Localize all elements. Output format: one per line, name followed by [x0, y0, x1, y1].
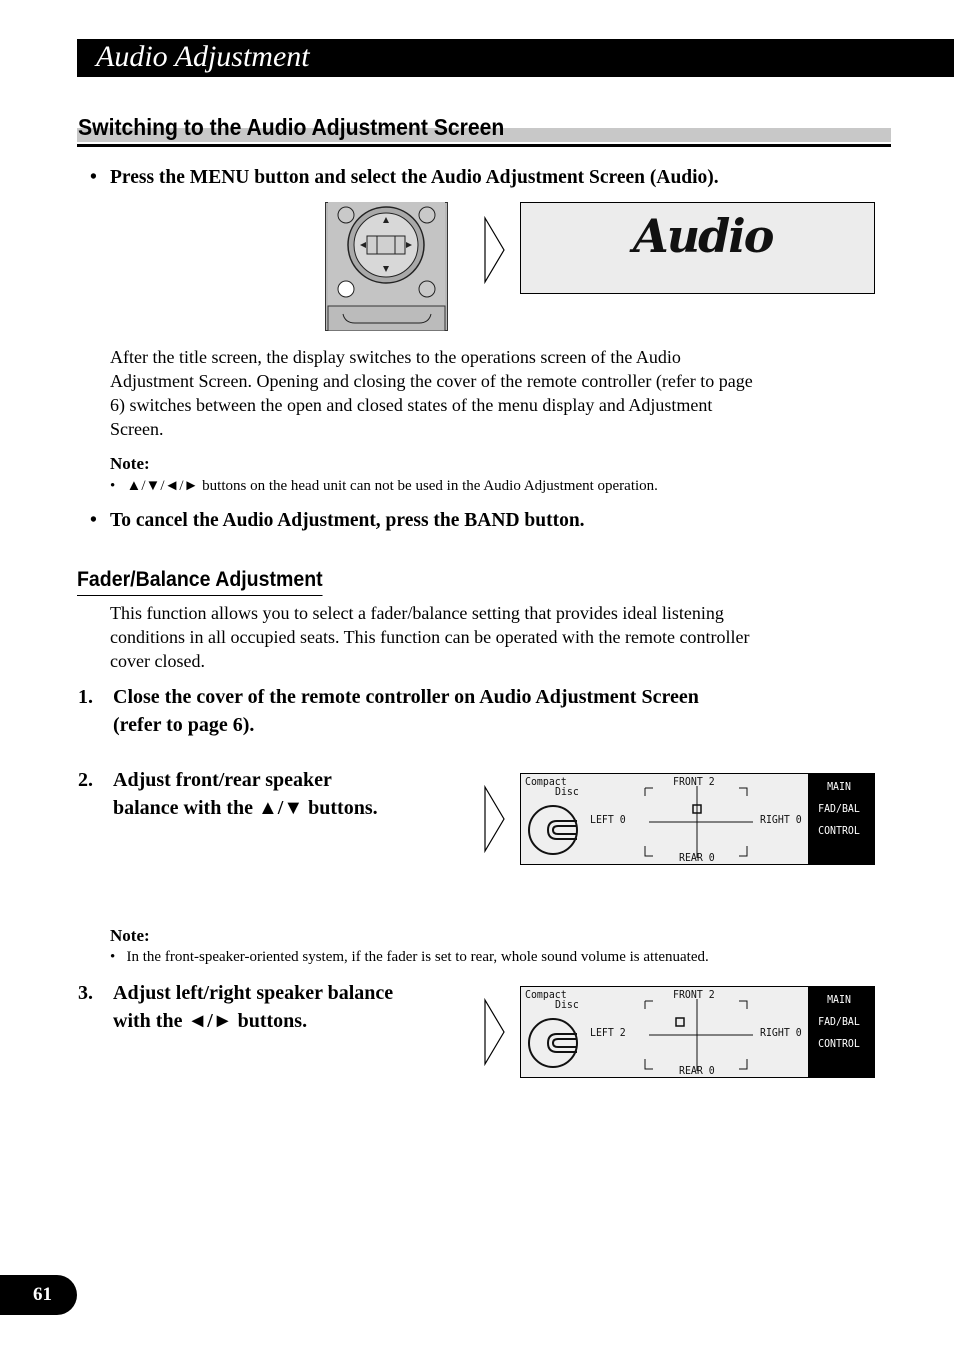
source-label: Compact [525, 988, 567, 1001]
bullet-dot: • [90, 167, 97, 188]
note-text [110, 476, 658, 496]
bullet-text: To cancel the Audio Adjustment, press the BAND button. [110, 510, 585, 531]
text-line: Adjustment Screen. Opening and closing the cover of the remote controller (refer to page [110, 371, 753, 391]
right-value: RIGHT 0 [760, 813, 802, 826]
intro-paragraph [110, 345, 870, 441]
rear-value: REAR 0 [679, 1064, 715, 1077]
source-label: Compact [525, 775, 567, 788]
bullet-text: Press the MENU button and select the Audio Adjustment Screen (Audio). [110, 167, 719, 188]
note-heading: Note: [110, 926, 150, 945]
menu-item-control: CONTROL [818, 1037, 860, 1050]
audio-title-display [520, 202, 875, 294]
step-1 [78, 683, 858, 739]
section-heading-switching [77, 112, 891, 147]
section-heading-text: Switching to the Audio Adjustment Screen [78, 114, 505, 140]
note-bullet: • [110, 478, 127, 494]
source-label-2: Disc [555, 998, 579, 1011]
remote-controller-image [325, 202, 449, 331]
fader-intro-paragraph [110, 601, 880, 673]
audio-display-text: Audio [633, 209, 773, 263]
text-line: Adjust left/right speaker balance [113, 982, 394, 1004]
text-line: 6) switches between the open and closed states of the menu display and Adjustment [110, 395, 713, 415]
right-value: RIGHT 0 [760, 1026, 802, 1039]
compact-disc-icon [527, 1017, 583, 1069]
arrow-right-icon [483, 785, 507, 853]
step-number: 3. [78, 982, 93, 1004]
lcd-menu-panel [808, 774, 874, 864]
source-label-2: Disc [555, 785, 579, 798]
fader-balance-display-1 [520, 773, 875, 865]
front-value: FRONT 2 [673, 988, 715, 1001]
arrow-right-icon [483, 216, 507, 284]
text-line: with the ◄/► buttons. [113, 1010, 308, 1032]
bullet-dot: • [90, 510, 97, 531]
text-line: cover closed. [110, 651, 205, 671]
step-text [113, 979, 393, 1035]
page-title: Audio Adjustment [96, 40, 310, 73]
step-number: 2. [78, 769, 93, 791]
bullet-cancel [90, 508, 870, 534]
page-number-tab [0, 1275, 77, 1315]
text-line: This function allows you to select a fader/balance setting that provides ideal listening [110, 603, 724, 623]
page-number: 61 [33, 1284, 52, 1305]
step-number: 1. [78, 686, 93, 708]
step-text [113, 683, 699, 739]
text-line: balance with the ▲/▼ buttons. [113, 797, 378, 819]
balance-grid [641, 782, 761, 862]
front-value: FRONT 2 [673, 775, 715, 788]
note-text [110, 947, 709, 967]
bullet-press-menu [90, 165, 870, 191]
left-value: LEFT 2 [590, 1026, 626, 1039]
step-3 [78, 979, 468, 1035]
compact-disc-icon [527, 804, 583, 856]
menu-item-fad-bal: FAD/BAL [818, 1015, 860, 1028]
remote-controller-icon [325, 202, 449, 331]
arrow-right-icon [483, 998, 507, 1066]
rear-value: REAR 0 [679, 851, 715, 864]
section-heading-fader-balance: Fader/Balance Adjustment [77, 566, 323, 596]
text-line: (refer to page 6). [113, 714, 255, 736]
note-heading: Note: [110, 454, 150, 473]
menu-item-control: CONTROL [818, 824, 860, 837]
step-text [113, 766, 378, 822]
menu-item-main: MAIN [827, 780, 851, 793]
menu-item-fad-bal: FAD/BAL [818, 802, 860, 815]
fader-balance-display-2 [520, 986, 875, 1078]
header-bar [77, 39, 954, 77]
text-line: After the title screen, the display switches to the operations screen of the Audio [110, 347, 681, 367]
left-value: LEFT 0 [590, 813, 626, 826]
menu-item-main: MAIN [827, 993, 851, 1006]
text-line: Screen. [110, 419, 164, 439]
lcd-menu-panel [808, 987, 874, 1077]
text-line: Adjust front/rear speaker [113, 769, 332, 791]
text-line: conditions in all occupied seats. This function can be operated with the remote controller [110, 627, 750, 647]
note-bullet: • [110, 949, 127, 965]
note-body: In the front-speaker-oriented system, if the fader is set to rear, whole sound volume is attenuated. [126, 949, 709, 965]
step-2 [78, 766, 458, 822]
text-line: Close the cover of the remote controller on Audio Adjustment Screen [113, 686, 699, 708]
balance-grid [641, 995, 761, 1075]
note-body: ▲/▼/◄/► buttons on the head unit can not be used in the Audio Adjustment operation. [126, 478, 658, 494]
